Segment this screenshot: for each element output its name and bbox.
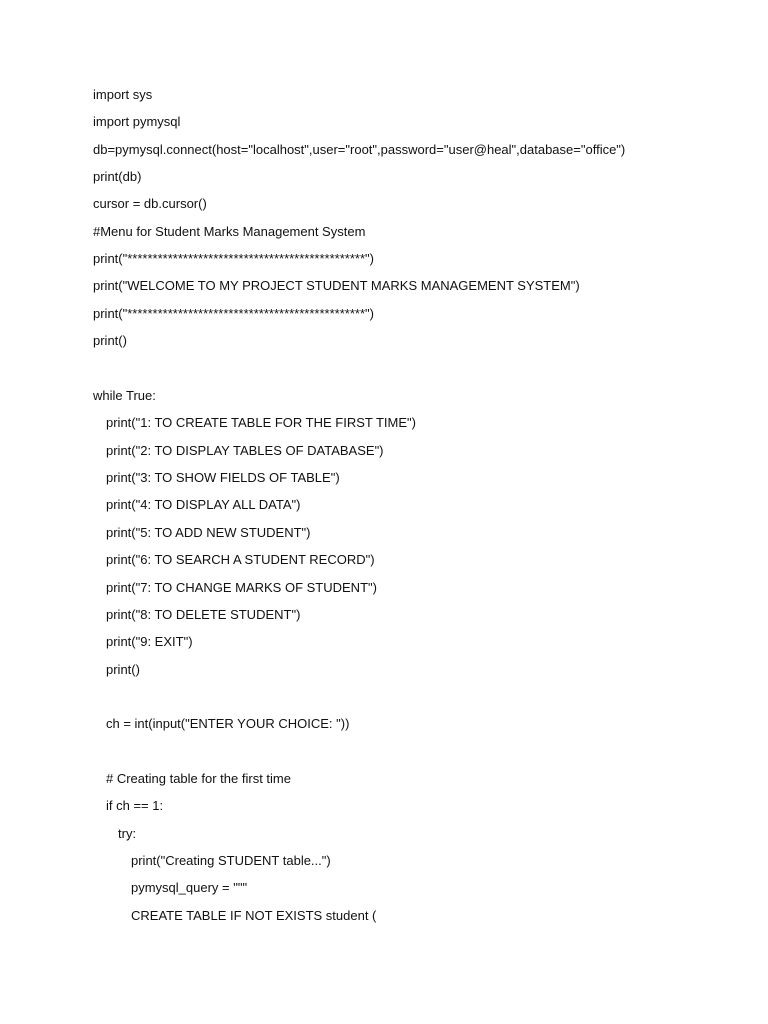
code-line: while True: [93, 388, 156, 403]
comment-line: #Menu for Student Marks Management System [93, 224, 366, 239]
code-line: print() [106, 662, 140, 677]
code-line: print("***********************************************") [93, 251, 374, 266]
code-line: print("9: EXIT") [106, 634, 193, 649]
code-line: import pymysql [93, 114, 181, 129]
code-line: print("5: TO ADD NEW STUDENT") [106, 525, 311, 540]
code-line: ch = int(input("ENTER YOUR CHOICE: ")) [106, 716, 350, 731]
code-line: CREATE TABLE IF NOT EXISTS student ( [131, 908, 377, 923]
code-line: pymysql_query = """ [131, 880, 248, 895]
code-line: if ch == 1: [106, 798, 164, 813]
code-line: print("3: TO SHOW FIELDS OF TABLE") [106, 470, 340, 485]
code-line: db=pymysql.connect(host="localhost",user="root",password="user@heal",database="office") [93, 142, 626, 157]
code-line: print("Creating STUDENT table...") [131, 853, 331, 868]
code-line: cursor = db.cursor() [93, 196, 207, 211]
code-line: print("2: TO DISPLAY TABLES OF DATABASE") [106, 443, 384, 458]
code-line: print("6: TO SEARCH A STUDENT RECORD") [106, 552, 375, 567]
code-line: print() [93, 333, 127, 348]
code-line: print(db) [93, 169, 142, 184]
code-line: print("7: TO CHANGE MARKS OF STUDENT") [106, 580, 377, 595]
code-line: import sys [93, 87, 153, 102]
code-line: print("4: TO DISPLAY ALL DATA") [106, 497, 301, 512]
comment-line: # Creating table for the first time [106, 771, 291, 786]
code-line: print("***********************************************") [93, 306, 374, 321]
code-line: print("1: TO CREATE TABLE FOR THE FIRST TIME") [106, 415, 416, 430]
code-line: print("8: TO DELETE STUDENT") [106, 607, 301, 622]
code-line: print("WELCOME TO MY PROJECT STUDENT MARKS MANAGEMENT SYSTEM") [93, 278, 580, 293]
code-line: try: [118, 826, 137, 841]
